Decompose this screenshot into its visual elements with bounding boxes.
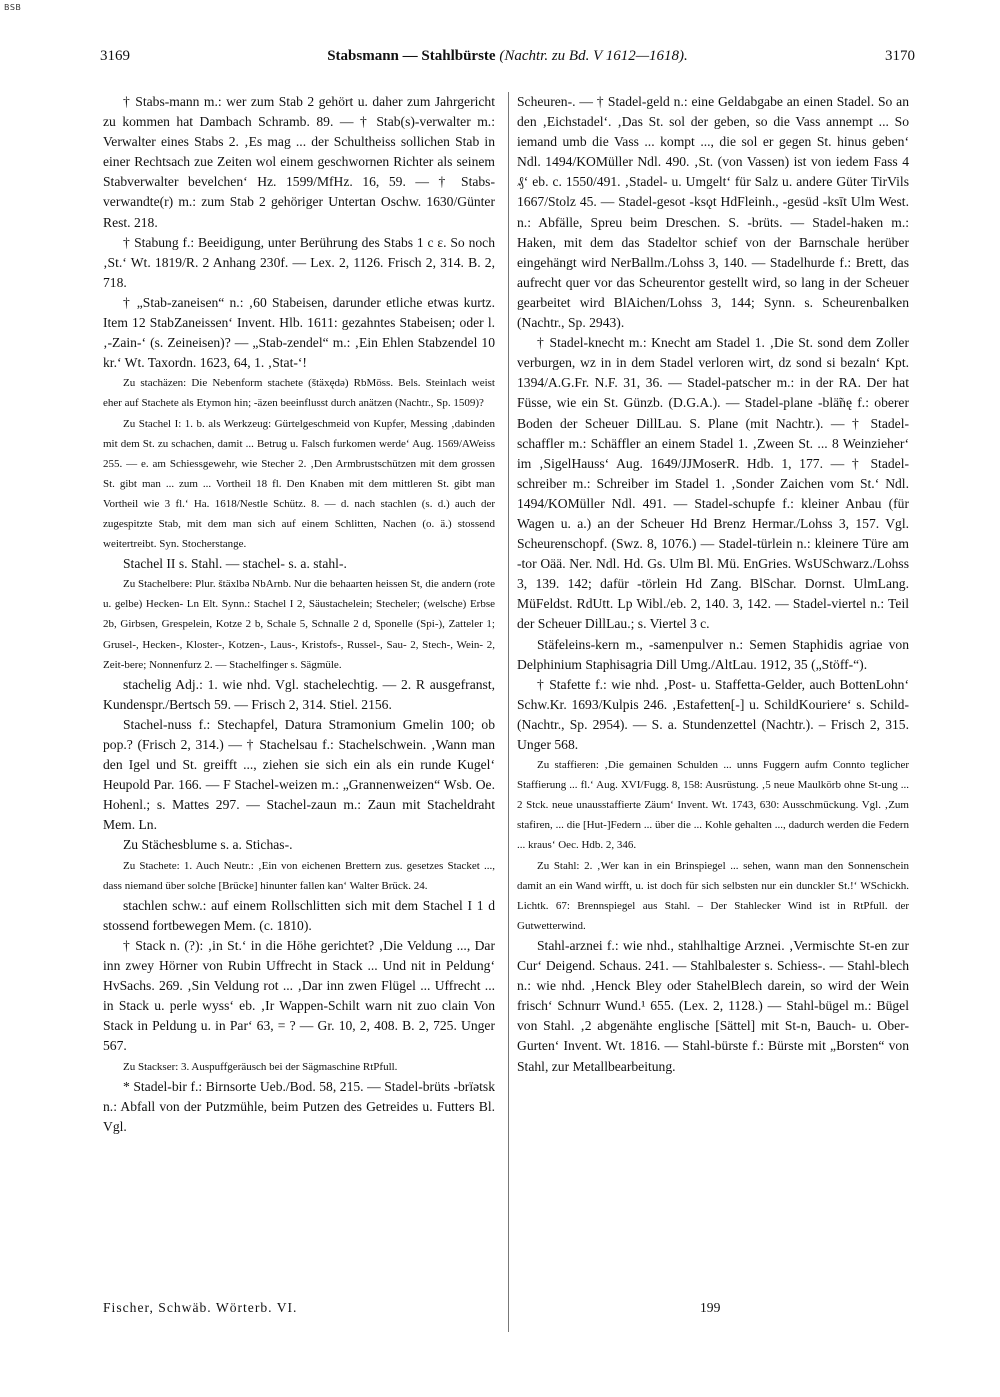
- entry: Zu stachäzen: Die Nebenform stachete (štäxędə) RbMöss. Bels. Steinlach weist eher auf Stachete als Etymon hin; -äzen beeinflusst durch anätzen (Nachtr., Sp. 1509)?: [103, 377, 495, 410]
- entry: Scheuren-. — † Stadel-geld n.: eine Geldabgabe an einen Stadel. So an den ‚Eichstadel‘. ‚Das St. sol der geben, so die Vass annempt ... So iemand umb die Vass ... kompt ..., die sol er gegen St. hinus geben‘ Ndl. 1494/KOMüller Ndl. 490. ‚St. (von Vassen) ist von iedem Fass 4 ₰‘ eb. c. 1550/491. ‚Stadel- u. Umgelt‘ für Salz u. andere Güter TirVils 1667/Stolz 45. — Stadel-gesot -ksǫt HdFleinh., -gesüd -ksīt Ulm West. n.: Abfälle, Spreu beim Dreschen. S. -brüts. — Stadel-haken m.: Haken, mit dem das Stadeltor schief von der Barnschale herüber eingehängt wird NerBallm./Lohss 3, 140. — Stadelhurde f.: Brett, das aufrecht quer vor das Scheurentor gestellt wird, so lang in der Scheuer gearbeitet wird BlAichen/Lohss 3, 144; Synn. s. Scheurenbalken (Nachtr., Sp. 2943).: [517, 94, 909, 331]
- entry: † Stabung f.: Beeidigung, unter Berührung des Stabs 1 c ε. So noch ‚St.‘ Wt. 1819/R. 2 Anhang 230f. — Lex. 2, 1126. Frisch 2, 314. B. 2, 718.: [103, 234, 495, 290]
- entry: † Stafette f.: wie nhd. ‚Post- u. Staffetta-Gelder, auch BottenLohn‘ Schw.Kr. 1693/Kulpis 246. ‚Estafetten[-] u. SchildKouriere‘ s. Schild- (Nachtr., Sp. 2954). — S. a. Stundenzettel (Nachtr.). – Frisch 2, 315. Unger 568.: [517, 676, 909, 752]
- footer-signature: Fischer, Schwäb. Wörterb. VI.: [103, 1300, 298, 1315]
- right-column: [517, 92, 909, 1294]
- header-title-sub: (Nachtr. zu Bd. V 1612—1618).: [499, 48, 688, 64]
- header-title: [100, 48, 915, 65]
- sheet-number: 199: [700, 1300, 721, 1315]
- entry: Zu Stahl: 2. ‚Wer kan in ein Brinspiegel ... sehen, wann man den Sonnenschein damit an ein Wand wirfft, u. ist doch für sich selbsten nur ein dunckler St.!‘ WSchickh. Lichtk. 67: Brennspiegel aus Stahl. – Der Stahlecker Wind ist in RtPfull. der Gutwetterwind.: [517, 859, 909, 932]
- entry: Zu Stächesblume s. a. Stichas-.: [123, 837, 293, 853]
- left-column: [103, 92, 495, 1294]
- page-number-left: 3169: [100, 48, 130, 64]
- entry: stachlen schw.: auf einem Rollschlitten sich mit dem Stachel I 1 d stossend fortbewegen Mem. (c. 1810).: [103, 897, 495, 933]
- entry: † Stadel-knecht m.: Knecht am Stadel 1. ‚Die St. sond dem Zoller verburgen, wz in in dem Stadel verloren wirt, dz sond si bezaln‘ Kpt. 1394/A.G.Fr. N.F. 31, 36. — Stadel-patscher m.: in der RA. Der hat Füsse, wie ein St. Günzb. (D.G.A.). — Stadel-plane -blä̃nę f.: oberer Boden der Scheuer DillLau. S. Plane (mit Nachtr.). — † Stadel-schaffler m.: Schäffler an einem Stadel 1. ‚Zween St. ... 8 Weinzieher‘ im ‚SigelHauss‘ Aug. 1649/JJMoserR. Hdb. 1, 177. — † Stadel-schreiber m.: Schreiber im Stadel 1. ‚Sonder Zaichen vom St.‘ Ndl. 1494/KOMüller Ndl. 491. — Stadel-schupfe f.: kleiner Anbau (für Wagen u. a.) an der Scheuer Hd Brenz Hermar./Lohss 3, 157. Vgl. Scheurenschopf. (Swz. 8, 1076.) — Stadel-türlein n.: kleinere Türe am -tor Oää. Ner. Ndl. Hd. Gs. Ulm Bl. Mü. EnGries. WsUSchwarz./Lohss 3, 139. 142; dafür -törlein Hd Zang. BlSchar. Dornst. UlmLang. MüFeldst. RdUtt. Lp Wibl./eb. 2, 140. 3, 142. — Stadel-viertel n.: Teil der Scheuer DillLau.; s. Viertel 3 c.: [517, 335, 909, 632]
- page-number-right: 3170: [885, 48, 915, 64]
- entry: Zu Stachete: 1. Auch Neutr.: ‚Ein von eichenen Brettern zus. gesetzes Stacket ..., dass niemand über solche [Brücke] hinunter fallen kan‘ Walter Brück. 24.: [103, 859, 495, 892]
- entry: † „Stab-zaneisen“ n.: ‚60 Stabeisen, darunder etliche etwas kurtz. Item 12 StabZaneissen‘ Invent. Hlb. 1611: gezahntes Stabeisen; oder l. ‚-Zain-‘ (s. Zeineisen)? — „Stab-zendel“ m.: ‚Ein Ehlen Stabzendel 10 kr.‘ Wt. Taxordn. 1623, 64, 1. ‚Stat-‘!: [103, 294, 495, 371]
- column-divider: [508, 92, 509, 1332]
- entry: Stachel-nuss f.: Stechapfel, Datura Stramonium Gmelin 100; ob pop.? (Frisch 2, 314.) — † Stachelsau f.: Stachelschwein. ‚Wann man den Igel und St. greifft ..., ziehen sie sich ein als ein runde Kugel‘ Heupold Par. 166. — F Stachel-weizen m.: „Grannenweizen“ Wsb. Oe. Hohenl.; s. Mattes 297. — Stachel-zaun m.: Zaun mit Stacheldraht Mem. Ln.: [103, 716, 495, 833]
- library-stamp: BSB: [4, 3, 22, 12]
- entry: stachelig Adj.: 1. wie nhd. Vgl. stachelechtig. — 2. R ausgefranst, Kundenspr./Bertsch 59. — Frisch 2, 314. Stiel. 2156.: [103, 676, 495, 712]
- header-title-main: Stabsmann — Stahlbürste: [327, 48, 496, 64]
- entry: † Stack n. (?): ‚in St.‘ in die Höhe gerichtet? ‚Die Veldung ..., Dar inn zwey Hörner von Rubin Uffrecht in Stack ... Und nit in Peldung‘ HvSachs. 269. ‚Sin Veldung rot ... ‚Dar inn zwen Flügel ... Uffrecht ... in Stack u. perle wyss‘ eb. ‚Ir Wappen-Schilt warn nit zuo clain Von Stack in Peldung u. in Par‘ 63, = ? — Gr. 10, 2, 408. B. 2, 725. Unger 567.: [103, 937, 495, 1054]
- entry: Zu Stackser: 3. Auspuffgeräusch bei der Sägmaschine RtPfull.: [123, 1060, 398, 1073]
- entry: Stahl-arznei f.: wie nhd., stahlhaltige Arznei. ‚Vermischte St-en zur Cur‘ Deigend. Schaus. 241. — Stahlbalester s. Schiess-. — Stahl-blech n.: wie nhd. ‚Henck Bley oder StahelBlech darein, so wird der Wein frisch‘ Schnurr Wund.¹ 655. (Lex. 2, 1128.) — Stahl-bügel m.: Bügel von Stahl. ‚2 abgenähte englische [Sättel] mit St-n, Bauch- u. Ober-Gurten‘ Invent. Wt. 1816. — Stahl-bürste f.: Bürste mit „Borsten“ von Stahl, zur Metallbearbeitung.: [517, 937, 909, 1074]
- entry: * Stadel-bir f.: Birnsorte Ueb./Bod. 58, 215. — Stadel-brüts -brïətsk n.: Abfall von der Putzmühle, beim Putzen des Getreides u. Futters Bl. Vgl.: [103, 1078, 495, 1134]
- entry: Zu Stachelbere: Plur. štäxlbə NbArnb. Nur die behaarten heissen St, die andern (rote u. gelbe) Hecken- Ln Elt. Synn.: Stachel I 2, Säustachelein; Stecheler; (welsche) Erbse 2b, Girbsen, Grespelein, Kotze 2 b, Schale 5, Schnalle 2 d, Sponelle (Spi-), Zatteler 1; Grusel-, Hecken-, Kloster-, Kotzen-, Laus-, Kristofs-, Russel-, Sau- 2, Stech-, Wein- 2, Zeit-bere; Nonnenfurz 2. — Stachelfinger s. Sägmüle.: [103, 578, 495, 671]
- entry: Stäfeleins-kern m., -samenpulver n.: Semen Staphidis agriae von Delphinium Staphisagria Dill Umg./AltLau. 1912, 35 („Stöff-“).: [517, 636, 909, 672]
- entry: Zu staffieren: ‚Die gemainen Schulden ... unns Fuggern aufm Connto teglicher Staffierung ... fl.‘ Aug. XVI/Fugg. 8, 158: Ausrüstung. ‚5 neue Maulkörb ohne St-ung ... 2 Stck. neue unausstaffierte Zäum‘ Invent. Wt. 1743, 630: Ausschmückung. Vgl. ‚Zum stafiren, ... die [Hut-]Federn ... über die ... Kohle gehalten ..., dadurch werden die Federn ... kraus‘ Oec. Hdb. 2, 346.: [517, 759, 909, 852]
- running-header: [100, 48, 915, 70]
- entry: Zu Stachel I: 1. b. als Werkzeug: Gürtelgeschmeid von Kupfer, Messing ‚dabinden mit dem St. zu schachen, damit ... Betrug u. Falsch furkomen werde‘ Aug. 1569/AWeiss 255. — e. am Schiessgewehr, wie Stecher 2. ‚Den Armbrustschützen mit dem grossen St. gibt man ... zum ... Vortheil 18 fl. Den Knaben mit dem mittleren St. gibt man Vortheil wie 3 fl.‘ Ha. 1618/Nestle Schütz. 8. — d. nach stachlen (s. d.) auch der zugespitzte Stab, mit dem man sich auf einem Schlitten, Nachen (o. ä.) stossend weitertreibt. Syn. Stocherstange.: [103, 417, 495, 551]
- entry: † Stabs-mann m.: wer zum Stab 2 gehört u. daher zum Jahrgericht zu kommen hat Dambach Schramb. 89. — † Stab(s)-verwalter m.: Verwalter eines Stabs 2. ‚Es mag ... der Schultheiss sollichen Stab in einer Rechtsach zue Zeiten wol einem geschwornen Richter als seinem Stabverwalter bevelchen‘ Hz. 1599/MfHz. 16, 59. — † Stabs-verwandte(r) m.: zum Stab 2 gehöriger Untertan Oschw. 1630/Günter Rest. 218.: [103, 94, 495, 230]
- entry: Stachel II s. Stahl. — stachel- s. a. stahl-.: [123, 556, 347, 572]
